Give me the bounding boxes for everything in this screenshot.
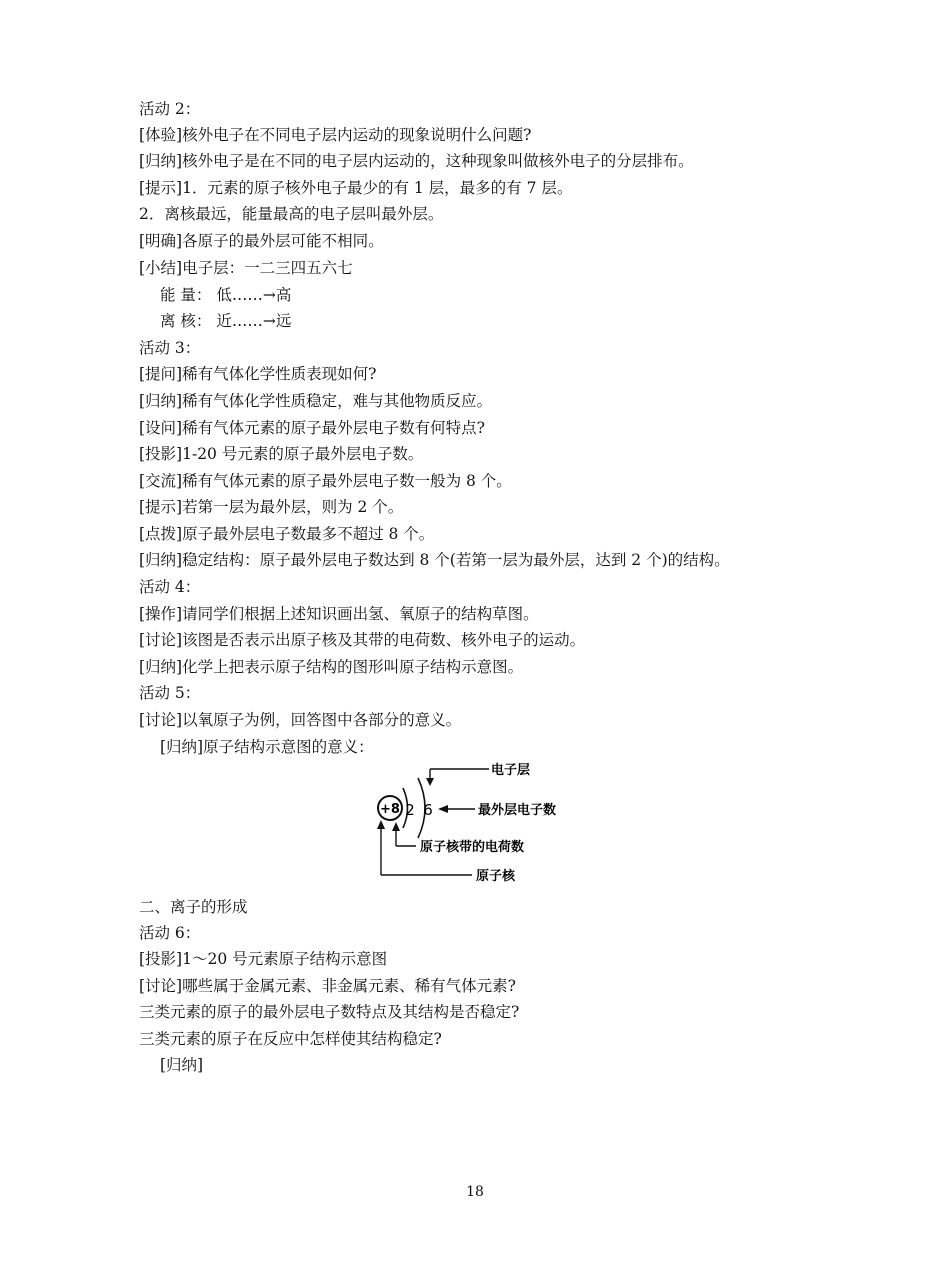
arrow-head bbox=[377, 820, 385, 829]
text-line: [体验]核外电子在不同电子层内运动的现象说明什么问题? bbox=[139, 126, 532, 144]
shell-1-electrons: 2 bbox=[405, 801, 415, 819]
arrow-head bbox=[392, 822, 400, 831]
label-nucleus: 原子核 bbox=[476, 869, 516, 884]
page-number: 18 bbox=[466, 1184, 484, 1200]
text-line: 三类元素的原子的最外层电子数特点及其结构是否稳定? bbox=[139, 1003, 520, 1021]
arrow-head bbox=[438, 805, 448, 813]
text-line: 2．离核最远，能量最高的电子层叫最外层。 bbox=[139, 205, 444, 223]
label-outer-electrons: 最外层电子数 bbox=[478, 803, 557, 818]
text-line: [提示]1．元素的原子核外电子最少的有 1 层，最多的有 7 层。 bbox=[139, 179, 573, 197]
text-line: [明确]各原子的最外层可能不相同。 bbox=[139, 232, 384, 250]
text-line: 离 核： 近……→远 bbox=[160, 312, 292, 330]
text-line: [归纳]稳定结构：原子最外层电子数达到 8 个(若第一层为最外层，达到 2 个)的结构。 bbox=[139, 551, 730, 569]
text-line: [设问]稀有气体元素的原子最外层电子数有何特点? bbox=[139, 419, 485, 437]
label-nuclear-charge: 原子核带的电荷数 bbox=[420, 840, 525, 855]
text-line: [归纳]稀有气体化学性质稳定，难与其他物质反应。 bbox=[139, 392, 493, 410]
shell-2-electrons: 6 bbox=[423, 801, 433, 819]
text-line: [操作]请同学们根据上述知识画出氢、氧原子的结构草图。 bbox=[139, 605, 539, 623]
text-line: 三类元素的原子在反应中怎样使其结构稳定? bbox=[139, 1030, 442, 1048]
text-line: [讨论]该图是否表示出原子核及其带的电荷数、核外电子的运动。 bbox=[139, 631, 586, 649]
text-line: [讨论]以氧原子为例，回答图中各部分的意义。 bbox=[139, 711, 462, 729]
label-electron-shell: 电子层 bbox=[491, 763, 531, 778]
text-line: [提问]稀有气体化学性质表现如何? bbox=[139, 365, 377, 383]
text-line: [小结]电子层：一二三四五六七 bbox=[139, 259, 353, 277]
text-line: [归纳]原子结构示意图的意义： bbox=[160, 738, 374, 756]
text-line: 活动 3： bbox=[139, 339, 201, 357]
text-line: [点拨]原子最外层电子数最多不超过 8 个。 bbox=[139, 525, 435, 543]
text-line: 活动 2： bbox=[139, 100, 201, 118]
nucleus-charge: +8 bbox=[380, 802, 400, 817]
text-line: 活动 4： bbox=[139, 578, 201, 596]
arrow-head bbox=[426, 778, 434, 786]
text-line: [归纳] bbox=[160, 1056, 204, 1074]
text-line: [讨论]哪些属于金属元素、非金属元素、稀有气体元素? bbox=[139, 977, 516, 995]
text-line: 活动 5： bbox=[139, 684, 201, 702]
text-line: [交流]稀有气体元素的原子最外层电子数一般为 8 个。 bbox=[139, 472, 512, 490]
text-line: [归纳]核外电子是在不同的电子层内运动的，这种现象叫做核外电子的分层排布。 bbox=[139, 152, 694, 170]
text-line: [提示]若第一层为最外层，则为 2 个。 bbox=[139, 498, 404, 516]
section-heading: 二、离子的形成 bbox=[139, 898, 248, 916]
text-line: [归纳]化学上把表示原子结构的图形叫原子结构示意图。 bbox=[139, 658, 524, 676]
text-line: 能 量： 低……→高 bbox=[160, 286, 292, 304]
atomic-structure-diagram bbox=[372, 756, 582, 888]
text-line: [投影]1-20 号元素的原子最外层电子数。 bbox=[139, 445, 424, 463]
text-line: 活动 6： bbox=[139, 924, 201, 942]
text-line: [投影]1～20 号元素原子结构示意图 bbox=[139, 950, 388, 968]
